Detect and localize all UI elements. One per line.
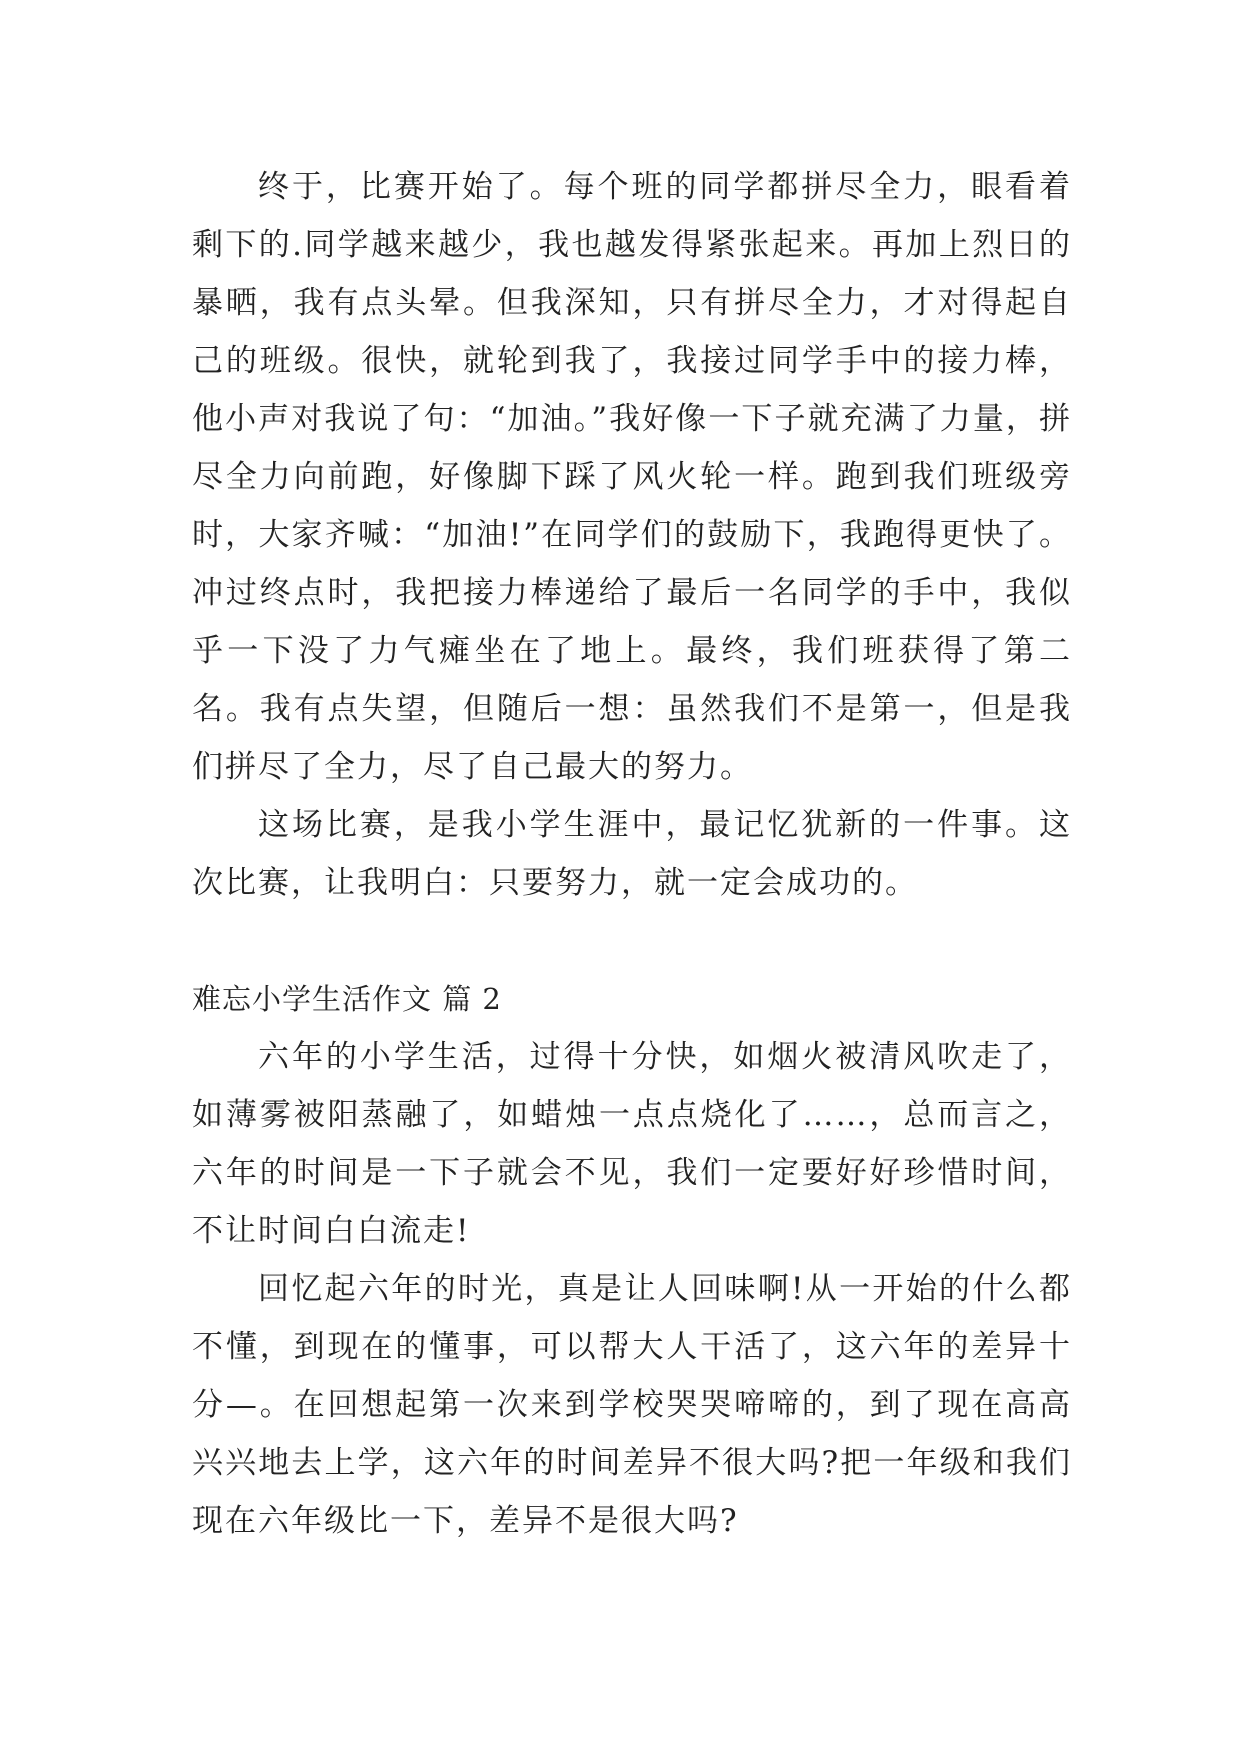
paragraph: 回忆起六年的时光，真是让人回味啊!从一开始的什么都不懂，到现在的懂事，可以帮大人干活了，这六年的差异十分—。在回想起第一次来到学校哭哭啼啼的，到了现在高高兴兴地去上学，这六年的时间差异不很大吗?把一年级和我们现在六年级比一下，差异不是很大吗? <box>192 1271 1072 1539</box>
document-body <box>192 158 1072 1550</box>
paragraph: 六年的小学生活，过得十分快，如烟火被清风吹走了，如薄雾被阳蒸融了，如蜡烛一点点烧化了……，总而言之，六年的时间是一下子就会不见，我们一定要好好珍惜时间，不让时间白白流走! <box>192 1039 1072 1249</box>
section-title: 难忘小学生活作文 篇 2 <box>192 982 502 1016</box>
paragraph: 这场比赛，是我小学生涯中，最记忆犹新的一件事。这次比赛，让我明白：只要努力，就一定会成功的。 <box>192 807 1072 901</box>
paragraph: 终于，比赛开始了。每个班的同学都拼尽全力，眼看着剩下的.同学越来越少，我也越发得紧张起来。再加上烈日的暴晒，我有点头晕。但我深知，只有拼尽全力，才对得起自己的班级。很快，就轮到我了，我接过同学手中的接力棒，他小声对我说了句：“加油。”我好像一下子就充满了力量，拼尽全力向前跑，好像脚下踩了风火轮一样。跑到我们班级旁时，大家齐喊：“加油!”在同学们的鼓励下，我跑得更快了。冲过终点时，我把接力棒递给了最后一名同学的手中，我似乎一下没了力气瘫坐在了地上。最终，我们班获得了第二名。我有点失望，但随后一想：虽然我们不是第一，但是我们拼尽了全力，尽了自己最大的努力。 <box>192 169 1072 785</box>
